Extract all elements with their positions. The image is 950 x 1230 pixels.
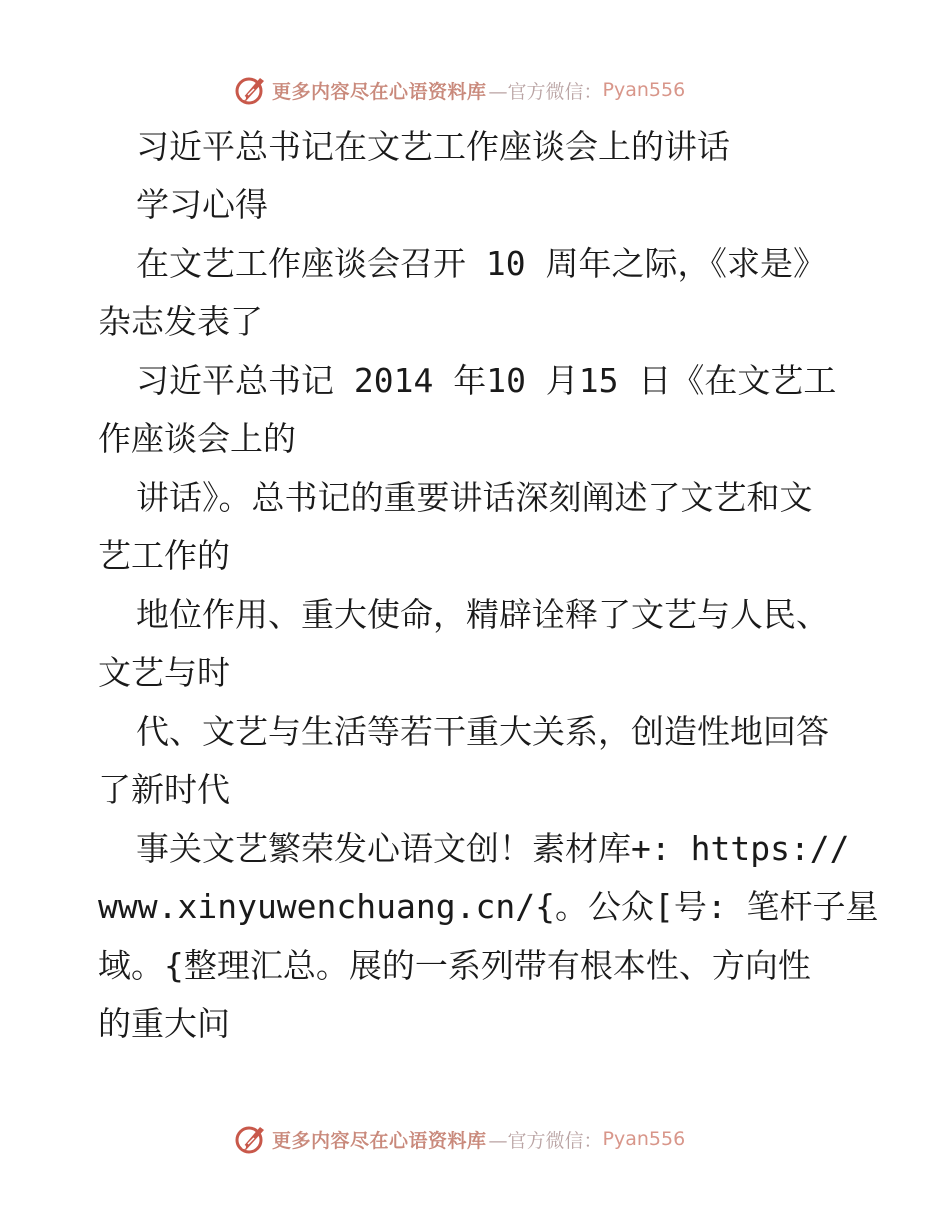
banner-wechat-id: Pyan556 (602, 1128, 686, 1150)
text-line: 事关文艺繁荣发心语文创！素材库+: https:// (136, 829, 850, 868)
text-line: 作座谈会上的 (98, 419, 296, 458)
text-line: 讲话》。总书记的重要讲话深刻阐述了文艺和文 (136, 478, 813, 517)
text-line: 在文艺工作座谈会召开 10 周年之际，《求是》 (136, 244, 826, 283)
banner-wechat-id: Pyan556 (602, 79, 686, 101)
banner-text: 更多内容尽在心语资料库 (272, 80, 487, 103)
text-line: 艺工作的 (98, 536, 230, 575)
footer-banner (234, 1121, 685, 1157)
text-line: 代、文艺与生活等若干重大关系，创造性地回答 (136, 712, 829, 751)
document-title: 习近平总书记在文艺工作座谈会上的讲话 (136, 127, 730, 166)
quill-pen-logo-icon (234, 1122, 268, 1156)
text-line: 杂志发表了 (98, 302, 263, 341)
banner-wechat-label: —官方微信： (488, 80, 603, 103)
text-line: 学习心得 (136, 185, 268, 224)
banner-wechat-label: —官方微信： (488, 1129, 603, 1152)
header-banner (234, 72, 685, 108)
text-line: 的重大问 (98, 1004, 230, 1043)
text-line: 习近平总书记 2014 年10 月15 日《在文艺工 (136, 361, 837, 400)
text-line: 域。{整理汇总。展的一系列带有根本性、方向性 (98, 946, 811, 985)
text-line: 了新时代 (98, 770, 230, 809)
text-line: 地位作用、重大使命，精辟诠释了文艺与人民、 (136, 595, 829, 634)
quill-pen-logo-icon (234, 73, 268, 107)
banner-text: 更多内容尽在心语资料库 (272, 1129, 487, 1152)
text-line: www.xinyuwenchuang.cn/{。公众[号: 笔杆子星 (98, 887, 879, 926)
text-line: 文艺与时 (98, 653, 230, 692)
